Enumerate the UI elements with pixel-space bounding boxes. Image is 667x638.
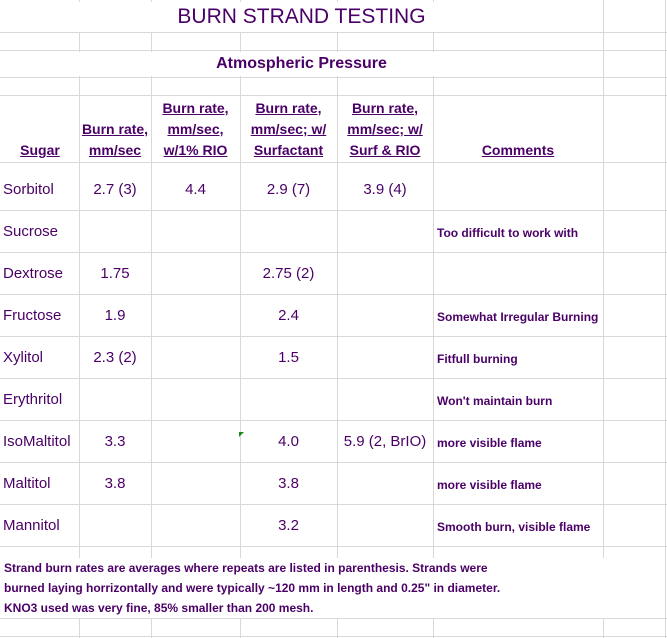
grid-row-line (0, 420, 667, 421)
cell-sugar: Xylitol (3, 349, 44, 366)
cell-burn-rate-surf-rio: 3.9 (4) (363, 181, 407, 198)
grid-row-line (0, 162, 667, 163)
cell-sugar: Sorbitol (3, 181, 54, 198)
cell-sugar: Erythritol (3, 391, 63, 408)
header-burn-rate-rio: Burn rate, mm/sec, w/1% RIO (152, 96, 239, 161)
grid-row-line (0, 546, 667, 547)
cell-sugar: Maltitol (3, 475, 51, 492)
footnote-line: KNO3 used was very fine, 85% smaller than 200 mesh. (4, 598, 604, 618)
grid-row-line (0, 378, 667, 379)
cell-burn-rate-surfactant: 1.5 (278, 349, 299, 366)
cell-burn-rate-surfactant: 2.9 (7) (266, 181, 311, 198)
cell-sugar: IsoMaltitol (3, 433, 71, 450)
cell-burn-rate-rio: 4.4 (185, 181, 206, 198)
header-burn-rate-surfactant: Burn rate, mm/sec; w/ Surfactant (241, 96, 336, 161)
cell-comment: Won't maintain burn (437, 394, 553, 408)
footnote-line: Strand burn rates are averages where repeats are listed in parenthesis. Strands were (4, 558, 604, 578)
grid-row-line (0, 252, 667, 253)
cell-comment: more visible flame (437, 436, 542, 450)
cell-sugar: Dextrose (3, 265, 64, 282)
cell-sugar: Sucrose (3, 223, 59, 240)
grid-row-line (0, 618, 667, 619)
cell-sugar: Fructose (3, 307, 62, 324)
header-sugar: Sugar (2, 96, 78, 161)
grid-row-line (0, 77, 667, 78)
footnote-line: burned laying horrizontally and were typically ~120 mm in length and 0.25" in diameter. (4, 578, 604, 598)
header-burn-rate: Burn rate, mm/sec (80, 96, 150, 161)
cell-burn-rate: 1.9 (104, 307, 126, 324)
cell-burn-rate-surf-rio: 5.9 (2, BrIO) (343, 433, 427, 450)
cell-sugar: Mannitol (3, 517, 60, 534)
grid-row-line (0, 336, 667, 337)
grid-row-line (0, 50, 667, 51)
cell-note-marker (239, 432, 244, 437)
cell-burn-rate-surfactant: 3.8 (278, 475, 299, 492)
cell-comment: Fitfull burning (437, 352, 518, 366)
grid-row-line (0, 294, 667, 295)
header-burn-rate-surf-rio: Burn rate, mm/sec; w/ Surf & RIO (338, 96, 432, 161)
header-comments: Comments (434, 96, 602, 161)
grid-row-line (0, 32, 667, 33)
grid-row-line (0, 462, 667, 463)
cell-burn-rate: 2.7 (3) (93, 181, 137, 198)
cell-comment: Too difficult to work with (437, 226, 579, 240)
cell-burn-rate: 3.3 (104, 433, 126, 450)
cell-comment: Somewhat Irregular Burning (437, 310, 599, 324)
cell-burn-rate: 2.3 (2) (93, 349, 137, 366)
cell-comment: Smooth burn, visible flame (437, 520, 591, 534)
page-title: BURN STRAND TESTING (0, 2, 603, 32)
cell-burn-rate-surfactant: 2.4 (278, 307, 299, 324)
cell-burn-rate: 3.8 (104, 475, 126, 492)
cell-burn-rate: 1.75 (100, 265, 130, 282)
cell-comment: more visible flame (437, 478, 542, 492)
grid-row-line (0, 210, 667, 211)
cell-burn-rate-surfactant: 2.75 (2) (262, 265, 315, 282)
grid-row-line (0, 504, 667, 505)
grid-row-line (0, 636, 667, 637)
cell-burn-rate-surfactant: 3.2 (278, 517, 299, 534)
cell-burn-rate-surfactant: 4.0 (278, 433, 299, 450)
page-subtitle: Atmospheric Pressure (0, 52, 603, 76)
